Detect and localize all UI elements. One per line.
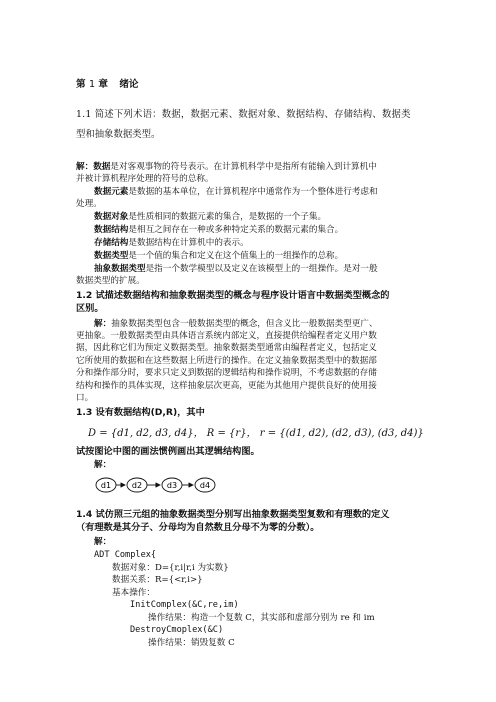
- code-line-6: 操作结果：构造一个复数 C，其实部和虚部分别为 re 和 im: [148, 613, 375, 623]
- q11-line1: 1.1 简述下列术语：数据，数据元素、数据对象、数据结构、存储结构、数据类: [76, 109, 411, 120]
- chapter-suffix: 章: [98, 79, 108, 90]
- q13-line1: 1.3 设有数据结构(D,R)，其中: [76, 407, 205, 418]
- def-adt-2: 数据类型的扩展。: [76, 276, 145, 286]
- q13-line3: 试按图论中图的画法惯例画出其逻辑结构图。: [76, 446, 260, 457]
- a12-line-5: 分和操作部分时，要求只定义到数据的逻辑结构和操作说明，不考虑数据的存储: [76, 368, 377, 378]
- code-line-3: 数据关系：R={<r,i>}: [112, 575, 203, 585]
- def-data-2: 并被计算机程序处理的符号的总称。: [76, 174, 214, 184]
- q14-line1: 1.4 试仿照三元组的抽象数据类型分别写出抽象数据类型复数和有理数的定义: [76, 509, 390, 520]
- a11-storage-line: [94, 237, 249, 249]
- a12-line-3: 据，因此称它们为预定义数据类型。抽象数据类型通常由编程者定义，包括定义: [76, 343, 377, 353]
- svg-text:d1: d1: [100, 481, 112, 490]
- a12-line-4: 它所使用的数据和在这些数据上所进行的操作。在定义抽象数据类型中的数据部: [76, 356, 377, 366]
- svg-text:d3: d3: [166, 481, 178, 490]
- term-data: 数据: [93, 162, 111, 172]
- chapter-title: 绪论: [119, 79, 139, 90]
- svg-text:d4: d4: [199, 481, 211, 490]
- term-storage: 存储结构: [94, 238, 129, 248]
- a11-element-line1: [94, 186, 378, 198]
- code-line-4: 基本操作：: [112, 588, 155, 598]
- def-data-1: 是对客观事物的符号表示。在计算机科学中是指所有能输入到计算机中: [110, 162, 377, 172]
- code-line-1: ADT Complex{: [94, 550, 157, 560]
- term-adt: 抽象数据类型: [94, 264, 146, 274]
- q14-line2: （有理数是其分子、分母均为自然数且分母不为零的分数）。: [76, 522, 320, 533]
- term-element: 数据元素: [94, 187, 129, 197]
- a12-line-6: 结构和操作的具体实现，这样抽象层次更高，更能为其他用户提供良好的使用接: [76, 381, 377, 391]
- chapter-prefix: 第: [76, 79, 86, 90]
- q13-answer-label: 解：: [94, 460, 112, 470]
- a11-data-line1: [76, 161, 377, 173]
- q11-line2: 型和抽象数据类型。: [76, 129, 161, 140]
- q13-formula: D = {d1, d2, d3, d4}， R = {r}， r = {(d1, d2), (d2, d3), (d3, d4)}: [88, 428, 424, 439]
- graph-node-d1: [96, 478, 116, 492]
- a11-structure-line: [94, 224, 343, 236]
- graph-node-d2: [127, 478, 147, 492]
- a11-object-line: [94, 211, 326, 223]
- q12-line1: 1.2 试描述数据结构和抽象数据类型的概念与程序设计语言中数据类型概念的: [76, 290, 390, 301]
- def-object: 是性质相同的数据元素的集合，是数据的一个子集。: [128, 212, 327, 222]
- svg-text:d2: d2: [131, 481, 143, 490]
- def-type: 是一个值的集合和定义在这个值集上的一组操作的总称。: [128, 251, 344, 261]
- def-adt-1: 是指一个数学模型以及定义在该模型上的一组操作。是对一般: [145, 264, 378, 274]
- chapter-number: 1: [88, 79, 96, 90]
- def-structure: 是相互之间存在一种或多种特定关系的数据元素的集合。: [128, 225, 344, 235]
- chapter-heading: [76, 76, 139, 90]
- answer-label: 解：: [76, 162, 94, 172]
- a12-label: 解：: [94, 319, 112, 329]
- a11-adt-line1: [94, 263, 378, 275]
- q12-line2: 区别。: [76, 303, 104, 314]
- code-line-5: InitComplex(&C,re,im): [130, 600, 239, 610]
- a12-line-1: 解：抽象数据类型包含一般数据类型的概念，但含义比一般数据类型更广、: [94, 319, 378, 329]
- a11-type-line: [94, 250, 343, 262]
- term-structure: 数据结构: [94, 225, 129, 235]
- a12-line-2: 更抽象。一般数据类型由具体语言系统内部定义，直接提供给编程者定义用户数: [76, 331, 377, 341]
- def-element-2: 处理。: [76, 199, 102, 209]
- term-type: 数据类型: [94, 251, 129, 261]
- code-line-2: 数据对象：D={r,i|r,i 为实数}: [112, 563, 229, 573]
- def-element-1: 是数据的基本单位，在计算机程序中通常作为一个整体进行考虑和: [128, 187, 378, 197]
- a12-line-7: 口。: [76, 393, 94, 403]
- def-storage: 是数据结构在计算机中的表示。: [128, 238, 249, 248]
- graph-node-d3: [162, 478, 182, 492]
- code-line-7: DestroyCmoplex(&C): [130, 625, 224, 635]
- graph-node-d4: [195, 478, 215, 492]
- code-line-8: 操作结果：销毁复数 C: [148, 638, 235, 648]
- logic-structure-diagram: [94, 474, 224, 496]
- q14-answer-label: 解：: [94, 537, 112, 547]
- term-object: 数据对象: [94, 212, 129, 222]
